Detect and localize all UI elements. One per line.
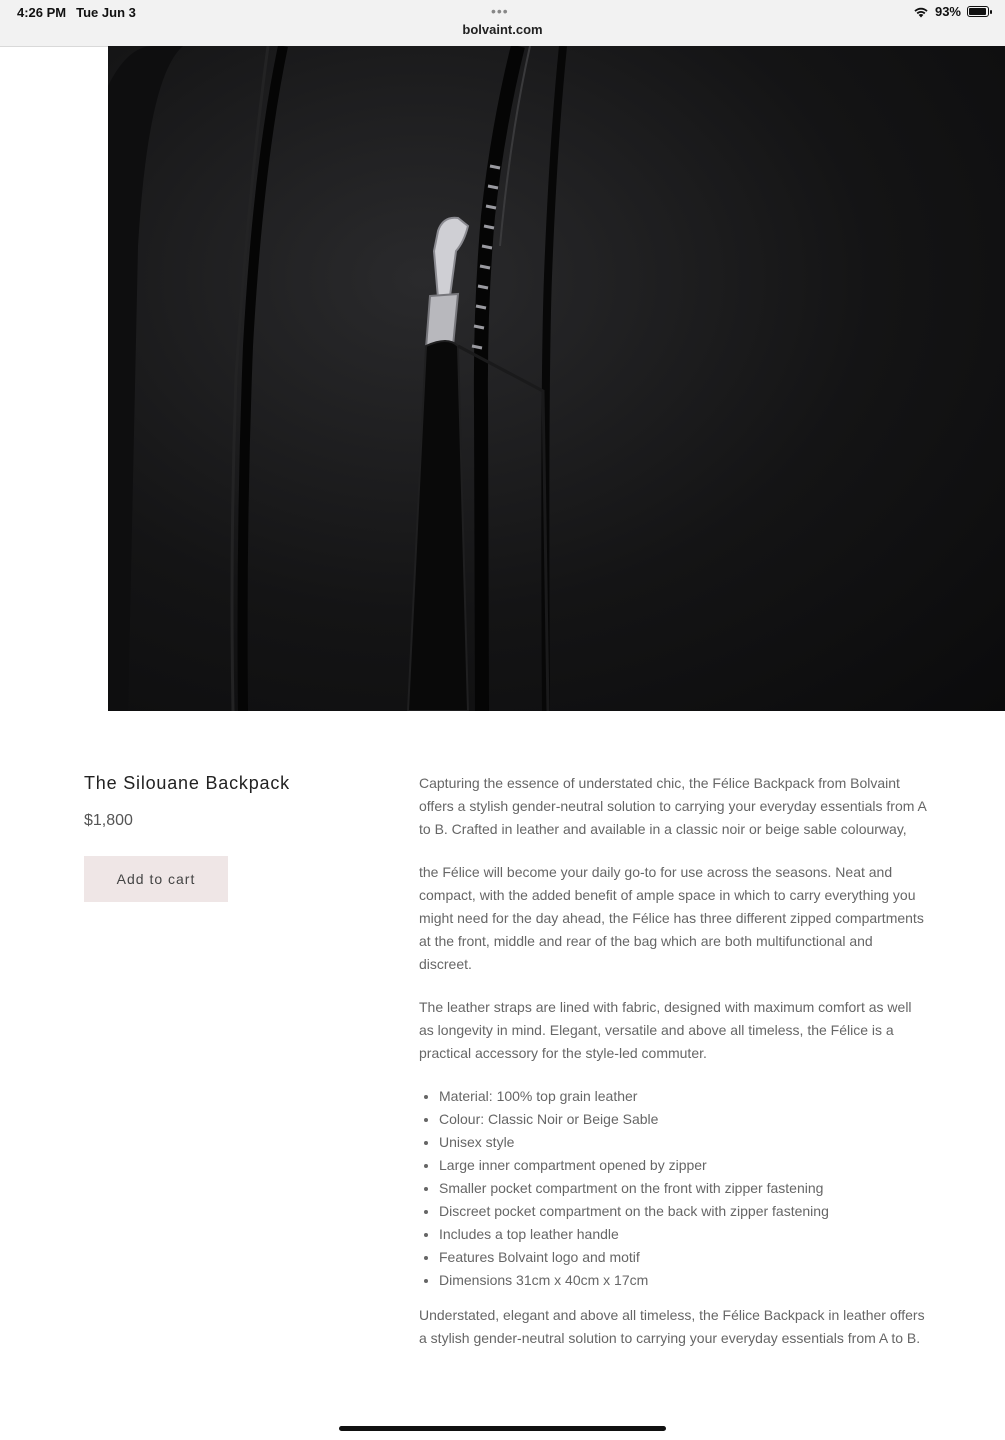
- ellipsis-icon[interactable]: •••: [491, 3, 509, 19]
- product-price: $1,800: [84, 812, 133, 829]
- status-indicators: [913, 4, 989, 19]
- status-date: Tue Jun 3: [76, 5, 136, 20]
- product-description: [419, 772, 929, 1370]
- battery-percent: 93%: [934, 4, 961, 19]
- feature-item: • Large inner compartment opened by zipper: [439, 1154, 929, 1177]
- description-closing: Understated, elegant and above all timeless, the Félice Backpack in leather offers a stylish gender-neutral solution to carrying your everyday essentials from A to B.: [419, 1307, 925, 1346]
- feature-item: • Includes a top leather handle: [439, 1223, 929, 1246]
- description-paragraph: the Félice will become your daily go-to for use across the seasons. Neat and compact, with the added benefit of ample space in which to carry everything you might need for the day ahead, the Félice has three different zipped compartments at the front, middle and rear of the bag which are both multifunctional and discreet.: [419, 864, 924, 972]
- feature-item: • Colour: Classic Noir or Beige Sable: [439, 1108, 929, 1131]
- product-title: The Silouane Backpack: [84, 773, 290, 793]
- browser-top-bar: [0, 0, 1005, 47]
- url-bar[interactable]: bolvaint.com: [462, 22, 543, 37]
- feature-item: • Material: 100% top grain leather: [439, 1085, 929, 1108]
- description-paragraph: Capturing the essence of understated chic, the Félice Backpack from Bolvaint offers a stylish gender-neutral solution to carrying your everyday essentials from A to B. Crafted in leather and available in a classic noir or beige sable colourway,: [419, 775, 927, 837]
- description-paragraph: The leather straps are lined with fabric, designed with maximum comfort as well as longevity in mind. Elegant, versatile and above all timeless, the Félice is a practical accessory for the style-led commuter.: [419, 999, 912, 1061]
- home-indicator[interactable]: [339, 1426, 666, 1431]
- feature-item: • Smaller pocket compartment on the front with zipper fastening: [439, 1177, 929, 1200]
- feature-item: • Discreet pocket compartment on the back with zipper fastening: [439, 1200, 929, 1223]
- feature-item: • Dimensions 31cm x 40cm x 17cm: [439, 1269, 929, 1292]
- add-to-cart-button[interactable]: Add to cart: [84, 856, 228, 902]
- wifi-icon: [913, 6, 929, 18]
- status-time: 4:26 PM: [17, 5, 67, 20]
- status-time-date: [17, 5, 136, 20]
- battery-icon: [967, 6, 989, 17]
- product-image: [108, 46, 1005, 711]
- feature-item: • Features Bolvaint logo and motif: [439, 1246, 929, 1269]
- feature-item: • Unisex style: [439, 1131, 929, 1154]
- feature-list: [419, 1085, 929, 1292]
